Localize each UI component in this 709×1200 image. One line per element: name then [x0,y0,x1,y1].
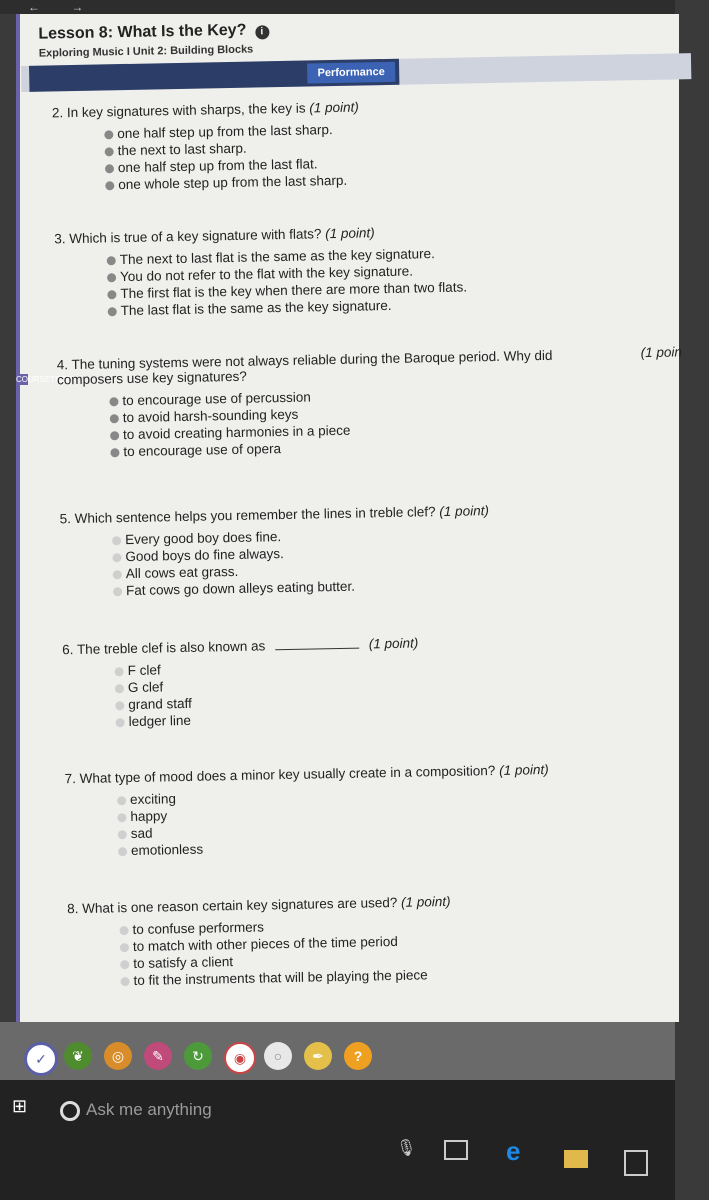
radio-button[interactable] [120,960,129,969]
fill-in-blank [275,636,359,651]
leaf-icon[interactable]: ❦ [64,1042,92,1070]
option-label: one half step up from the last sharp. [117,122,333,142]
blank-icon[interactable]: ○ [264,1042,292,1070]
option-label: the next to last sharp. [117,140,247,159]
radio-button[interactable] [112,536,121,545]
forward-arrow-icon[interactable]: → [71,0,84,14]
windows-start-icon[interactable]: ⊞ [12,1096,28,1116]
question-text: 3. Which is true of a key signature with flats? [54,226,322,247]
radio-button[interactable] [118,830,127,839]
brush-icon[interactable]: ✎ [144,1042,172,1070]
radio-button[interactable] [113,587,122,596]
option-label: emotionless [130,841,204,859]
option-label: F clef [127,662,161,679]
cortana-icon [60,1101,80,1121]
radio-button[interactable] [107,256,116,265]
question-8 [67,890,649,990]
search-placeholder: Ask me anything [86,1100,212,1119]
back-arrow-icon[interactable]: ← [28,0,40,14]
quiz-page [16,14,683,1022]
edge-browser-icon[interactable]: e [506,1136,521,1166]
radio-button[interactable] [117,796,126,805]
question-4 [57,347,599,461]
question-text: 8. What is one reason certain key signatures are used? [67,894,398,917]
task-view-icon[interactable] [444,1140,468,1160]
question-5 [60,500,642,600]
option-list [107,241,636,319]
option-label: The first flat is the key when there are more than two flats. [120,279,468,302]
option-label: to avoid harsh-sounding keys [122,406,299,426]
side-label: COURSETREE [16,375,72,384]
lesson-title-text: Lesson 8: What Is the Key? [38,21,247,43]
option-list [114,652,643,730]
info-icon[interactable]: i [255,25,269,39]
radio-button[interactable] [113,570,122,579]
tab-performance[interactable]: Performance [307,62,395,84]
option-label: The last flat is the same as the key signature. [120,297,392,319]
option-label: Every good boy does fine. [124,529,282,548]
radio-button[interactable] [115,701,124,710]
radio-button[interactable] [104,130,113,139]
option-list [117,781,646,859]
radio-button[interactable] [109,397,118,406]
question-text: 2. In key signatures with sharps, the key is [51,100,306,121]
question-points: (1 point) [400,893,451,910]
microphone-icon[interactable]: 🎙 [396,1140,417,1157]
option-list [104,115,633,193]
option-label: happy [130,808,168,825]
question-points: (1 point) [368,635,419,652]
option-list [109,383,598,460]
radio-button[interactable] [115,667,124,676]
radio-button[interactable] [108,307,117,316]
option-list [119,911,648,989]
store-icon[interactable] [624,1150,648,1176]
radio-button[interactable] [105,147,114,156]
radio-button[interactable] [116,718,125,727]
option-label: to confuse performers [132,919,265,938]
question-3 [54,220,636,320]
option-label: sad [130,825,153,842]
question-text: 7. What type of mood does a minor key usually create in a composition? [64,763,496,787]
question-2 [52,94,634,194]
radio-button[interactable] [118,847,127,856]
pen-icon[interactable]: ✒ [304,1042,332,1070]
question-text: 4. The tuning systems were not always reliable during the Baroque period. Why did composers use key signatures? [56,347,553,388]
radio-button[interactable] [120,943,129,952]
question-points: (1 point) [325,225,375,242]
option-label: exciting [129,791,177,808]
question-points: (1 point) [439,503,490,520]
check-icon[interactable]: ✓ [24,1042,58,1076]
option-label: G clef [127,679,164,696]
option-label: to avoid creating harmonies in a piece [122,422,351,443]
question-7 [65,760,647,860]
option-label: to satisfy a client [133,954,234,971]
option-list [112,521,641,599]
radio-button[interactable] [107,273,116,282]
radio-button[interactable] [107,290,116,299]
radio-button[interactable] [112,553,121,562]
radio-button[interactable] [115,684,124,693]
option-label: All cows eat grass. [125,563,239,582]
record-icon[interactable]: ◉ [224,1042,256,1074]
option-label: to fit the instruments that will be playing the piece [133,967,428,988]
cycle-icon[interactable]: ↻ [184,1042,212,1070]
option-label: one whole step up from the last sharp. [118,172,348,193]
radio-button[interactable] [110,431,119,440]
option-label: to match with other pieces of the time period [132,933,398,955]
option-label: grand staff [128,695,192,713]
target-icon[interactable]: ◎ [104,1042,132,1070]
option-label: one half step up from the last flat. [117,156,318,176]
question-points: (1 point) [309,99,359,116]
radio-button[interactable] [105,181,114,190]
help-icon[interactable]: ? [344,1042,372,1070]
radio-button[interactable] [117,813,126,822]
radio-button[interactable] [105,164,114,173]
radio-button[interactable] [110,448,119,457]
question-points: (1 point) [498,761,549,778]
question-text: 5. Which sentence helps you remember the lines in treble clef? [59,504,436,527]
option-label: Good boys do fine always. [125,546,284,565]
option-label: to encourage use of percussion [122,389,311,409]
option-label: to encourage use of opera [123,441,282,460]
radio-button[interactable] [121,977,130,986]
option-label: You do not refer to the flat with the key signature. [119,263,414,285]
quiz-content [20,1,699,1021]
radio-button[interactable] [110,414,119,423]
lesson-title [38,21,269,43]
course-subtitle: Exploring Music I Unit 2: Building Blocks [38,43,254,60]
question-6 [62,630,644,731]
question-text: 6. The treble clef is also known as [62,638,266,658]
radio-button[interactable] [120,926,129,935]
question-stem [57,347,597,387]
file-explorer-icon[interactable] [564,1150,588,1168]
search-input[interactable] [50,1092,410,1128]
app-tray [0,1022,675,1080]
option-label: ledger line [128,712,192,730]
option-label: The next to last flat is the same as the key signature. [119,246,435,268]
option-label: Fat cows go down alleys eating butter. [125,578,356,599]
question-points: (1 poin [640,344,683,361]
